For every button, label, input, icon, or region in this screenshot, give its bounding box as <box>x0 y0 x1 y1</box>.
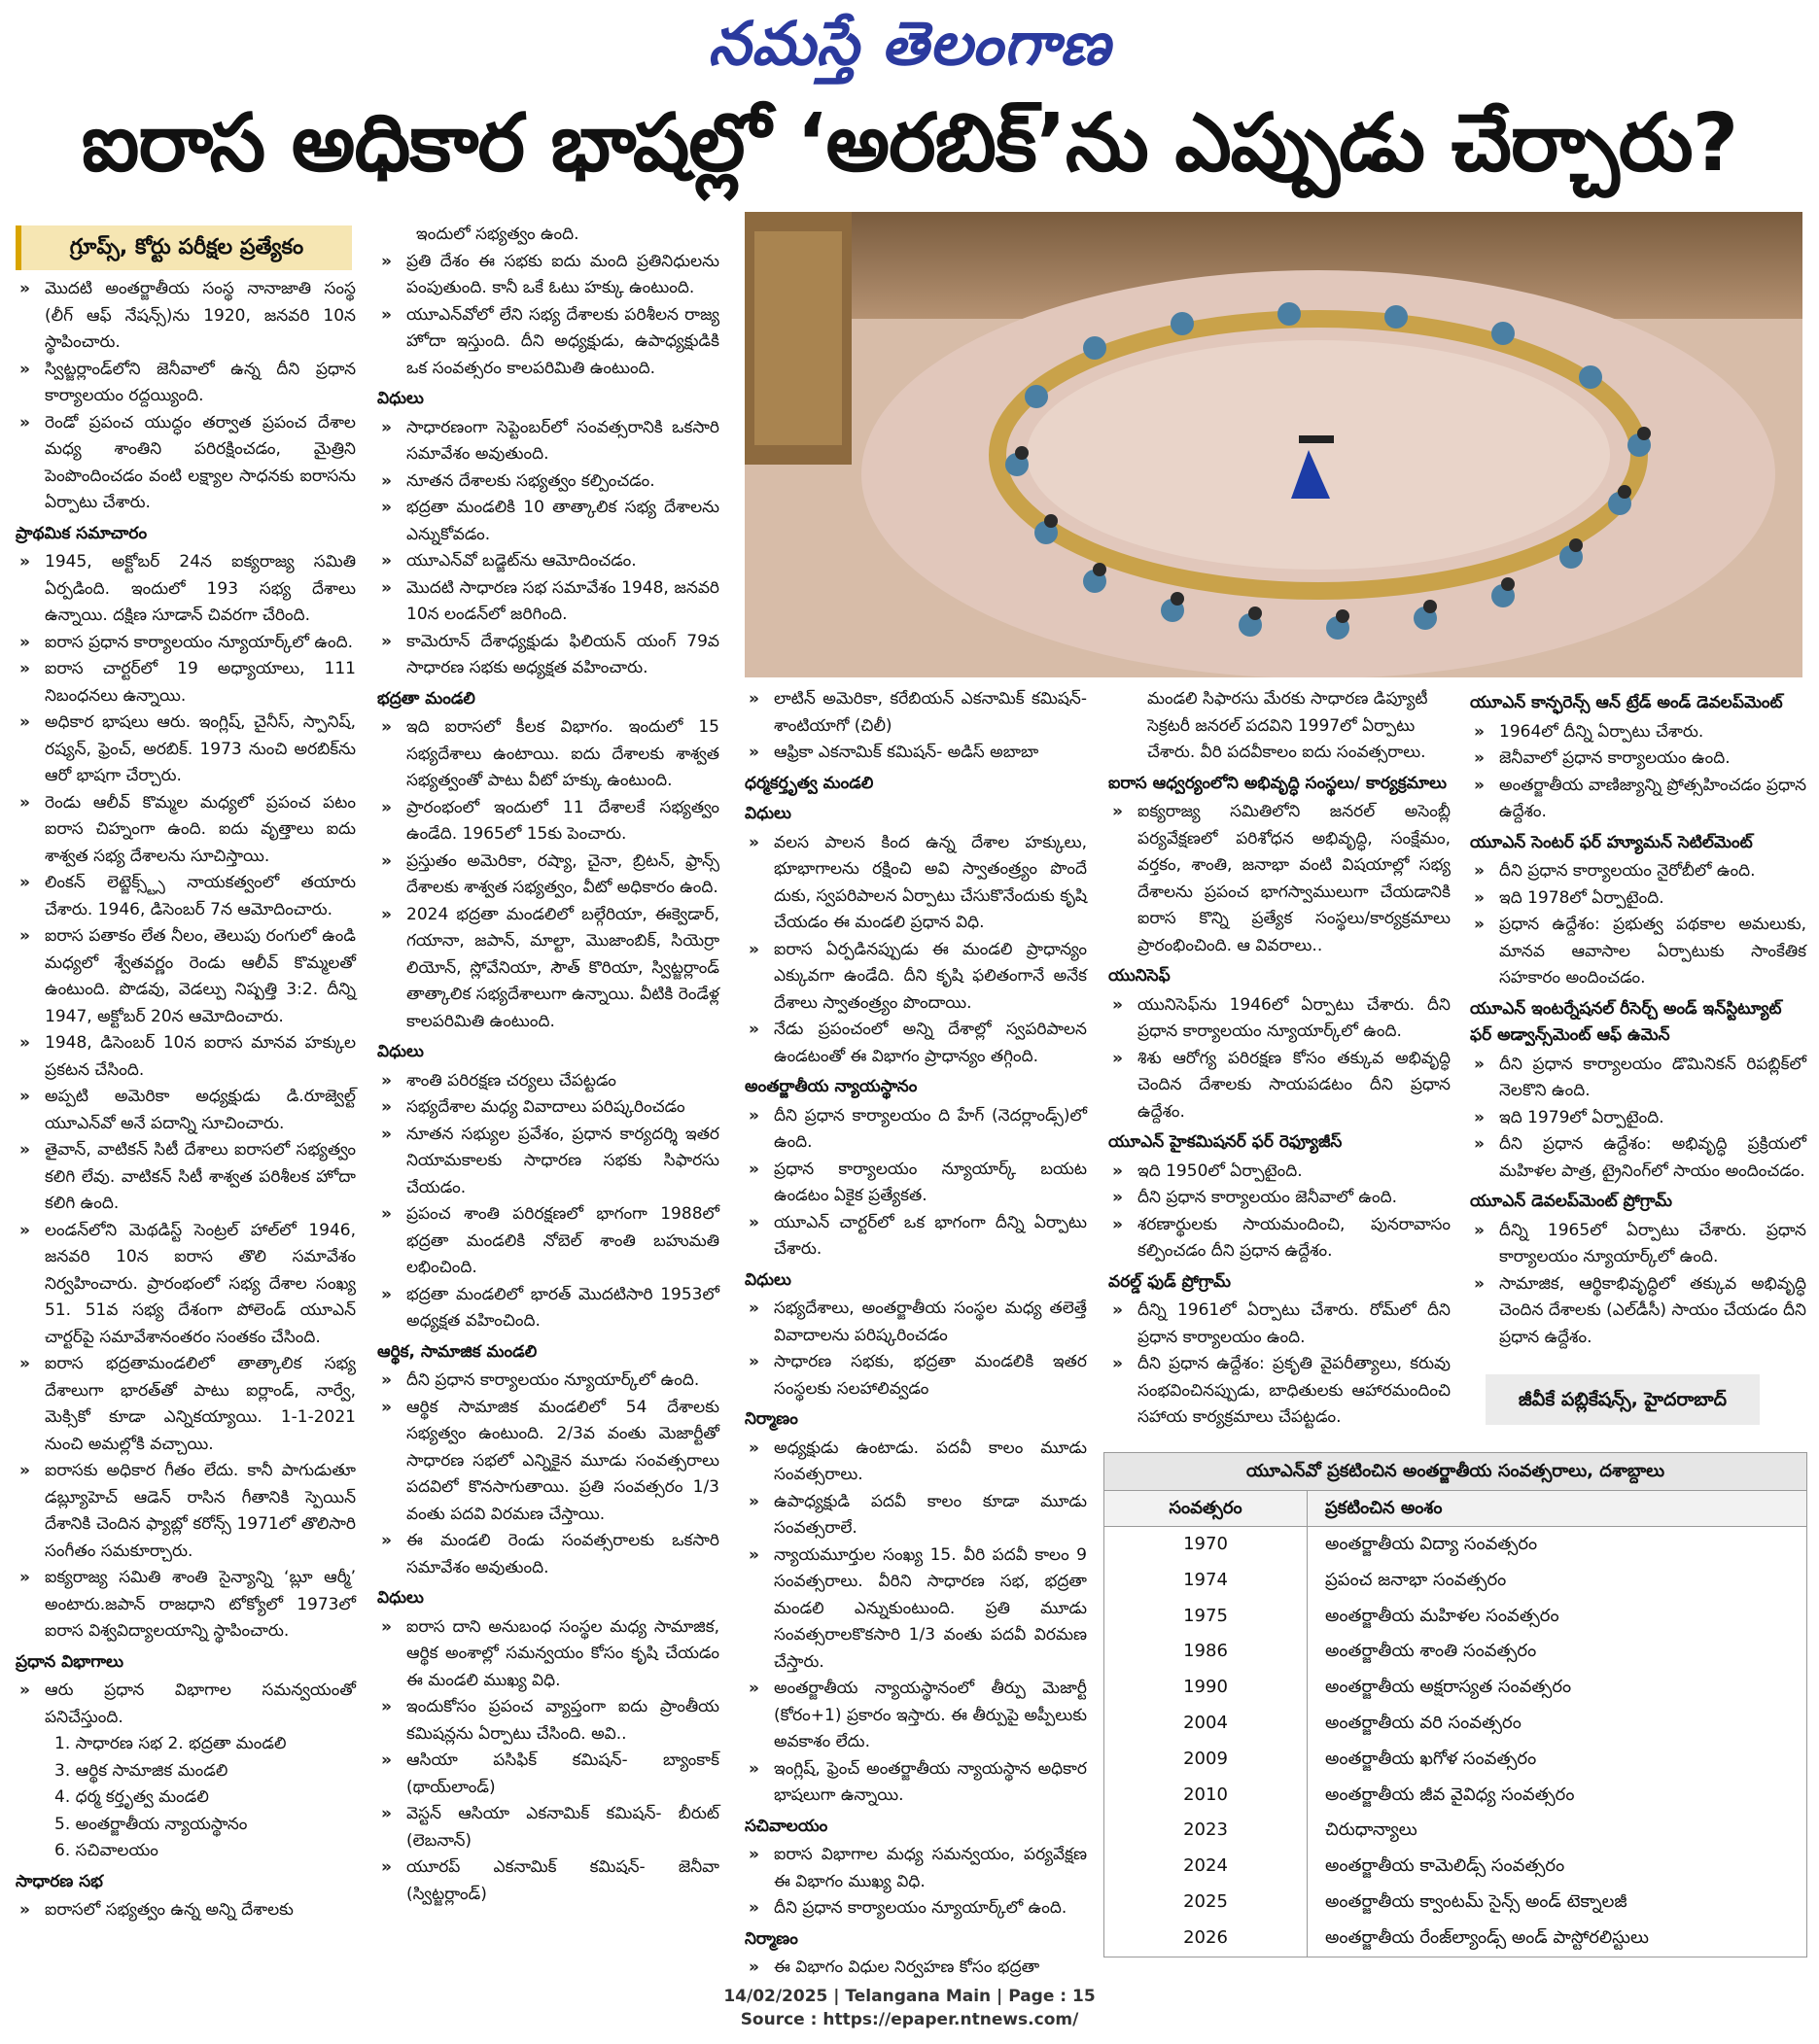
bullet-item: » 1945, అక్టోబర్ 24న ఐక్యరాజ్య సమితి ఏర్పడింది. ఇందులో 193 సభ్య దేశాలు ఉన్నాయి. దక్షిణ సూడాన్ చివరగా చేరింది. <box>16 549 356 630</box>
bullet-item: » అంతర్జాతీయ వాణిజ్యాన్ని ప్రోత్సహించడం ప్రధాన ఉద్దేశం. <box>1470 773 1806 826</box>
year-cell: 2004 <box>1104 1706 1308 1742</box>
bullet-item: » దీని ప్రధాన కార్యాలయం నైరోబీలో ఉంది. <box>1470 858 1806 885</box>
section-heading: యూఎన్ డెవలప్‌మెంట్ ప్రోగ్రామ్ <box>1470 1192 1672 1211</box>
bullet-item: » లాటిన్ అమెరికా, కరేబియన్ ఎకనామిక్ కమిషన్- శాంటియాగో (చిలీ) <box>745 686 1087 740</box>
bullet-item: » ఇంగ్లిష్, ఫ్రెంచ్ అంతర్జాతీయ న్యాయస్థాన అధికార భాషలుగా ఉన్నాయి. <box>745 1756 1087 1810</box>
section-heading: విధులు <box>745 804 791 823</box>
section-heading: యునిసెఫ్ <box>1108 966 1171 986</box>
section-heading: భద్రతా మండలి <box>377 688 475 709</box>
bullet-item: » ఐక్యరాజ్య సమితిలోని జనరల్ అసెంబ్లీ పర్యవేక్షణలో పరిశోధన అభివృద్ధి, సంక్షేమం, వర్తకం, శాంతి, జనాభా వంటి విషయాల్లో సభ్య దేశాలను ప్రపంచ భాగస్వాములుగా చేయడానికి ఐరాస కొన్ని ప్రత్యేక సంస్థలు/కార్యక్రమాలు ప్రారంభించింది. ఆ వివరాలు.. <box>1108 799 1451 959</box>
theme-cell: అంతర్జాతీయ జీవ వైవిధ్య సంవత్సరం <box>1325 1784 1575 1805</box>
section-heading: విధులు <box>377 1588 424 1608</box>
bullet-item: » మొదటి అంతర్జాతీయ సంస్థ నానాజాతి సంస్థ (లీగ్ ఆఫ్ నేషన్స్)ను 1920, జనవరి 10న స్థాపించారు. <box>16 276 356 357</box>
bullet-item: » భద్రతా మండలిలో భారత్ మొదటిసారి 1953లో అధ్యక్షత వహించింది. <box>377 1282 719 1335</box>
bullet-item: » ఆసియా పసిఫిక్ కమిషన్- బ్యాంకాక్ (థాయ్‌లాండ్) <box>377 1748 719 1801</box>
bullet-item: » న్యాయమూర్తుల సంఖ్య 15. వీరి పదవీ కాలం 9 సంవత్సరాలు. వీరిని సాధారణ సభ, భద్రతా మండలి ఎన్నుకుంటుంది. ప్రతి మూడు సంవత్సరాలకొకసారి 1/3 వంతు పదవీ విరమణ చేస్తారు. <box>745 1542 1087 1677</box>
bullet-item: » కామెరూన్ దేశాధ్యక్షుడు ఫిలియన్ యంగ్ 79వ సాధారణ సభకు అధ్యక్షత వహించారు. <box>377 629 719 682</box>
section-heading: ఐరాస ఆధ్వర్యంలోని అభివృద్ధి సంస్థలు/ కార్యక్రమాలు <box>1108 773 1448 793</box>
bullet-item: » ఐరాసకు అధికార గీతం లేదు. కానీ పాగుడుతూ డబ్ల్యూహెచ్ ఆడెన్ రాసిన గీతానికి స్పెయిన్ దేశానికి చెందిన ఫ్యాబ్లో కరోన్స్ 1971లో తొలిసారి సంగీతం సమకూర్చారు. <box>16 1458 356 1565</box>
bullet-item: » తైవాన్, వాటికన్ సిటీ దేశాలు ఐరాసలో సభ్యత్వం కలిగి లేవు. వాటికన్ సిటీ శాశ్వత పరిశీలక హోదా కలిగి ఉంది. <box>16 1137 356 1218</box>
footer-source: Source : https://epaper.ntnews.com/ <box>740 2010 1079 2029</box>
section-heading: సాధారణ సభ <box>16 1871 103 1891</box>
bullet-item: » దీని ప్రధాన కార్యాలయం డొమినికన్ రిపబ్లిక్‌లో నెలకొని ఉంది. <box>1470 1052 1806 1105</box>
table-row <box>1104 1778 1806 1814</box>
theme-cell: అంతర్జాతీయ ఖగోళ సంవత్సరం <box>1325 1748 1537 1769</box>
text-line: మండలి సిఫారసు మేరకు సాధారణ డిప్యూటీ సెక్రటరీ జనరల్ పదవిని 1997లో ఏర్పాటు చేశారు. వీరి పదవీకాలం ఐదు సంవత్సరాలు. <box>1147 689 1428 762</box>
theme-cell: అంతర్జాతీయ మహిళల సంవత్సరం <box>1325 1605 1559 1626</box>
section-heading: యూఎన్ ఇంటర్నేషనల్ రీసెర్చ్ అండ్ ఇన్‌స్టిట్యూట్ ఫర్ అడ్వాన్స్‌మెంట్ ఆఫ్ ఉమెన్ <box>1470 998 1782 1045</box>
text-line: 3. ఆర్థిక సామాజిక మండలి <box>54 1760 228 1781</box>
section-heading: విధులు <box>745 1269 791 1290</box>
bullet-item: » వెస్టన్ ఆసియా ఎకనామిక్ కమిషన్- బీరుట్ (లెబనాన్) <box>377 1801 719 1854</box>
bullet-item: » యూఎన్ చార్టర్‌లో ఒక భాగంగా దీన్ని ఏర్పాటు చేశారు. <box>745 1210 1087 1264</box>
year-cell: 1986 <box>1104 1634 1308 1670</box>
bullet-item: » ఐరాస ఏర్పడినప్పుడు ఈ మండలి ప్రాధాన్యం ఎక్కువగా ఉండేది. దీని కృషి ఫలితంగానే అనేక దేశాలు స్వాతంత్ర్యం పొందాయి. <box>745 937 1087 1018</box>
section-heading: వరల్డ్ ఫుడ్ ప్రోగ్రామ్ <box>1108 1271 1231 1292</box>
header-theme: ప్రకటించిన అంశం <box>1325 1498 1443 1518</box>
bullet-item: » సాధారణ సభకు, భద్రతా మండలికి ఇతర సంస్థలకు సలహాలివ్వడం <box>745 1349 1087 1403</box>
table-row <box>1104 1706 1806 1742</box>
theme-cell: అంతర్జాతీయ కామెలిడ్స్ సంవత్సరం <box>1325 1855 1565 1877</box>
bullet-item: » ఐరాస విభాగాల మధ్య సమన్వయం, పర్యవేక్షణ ఈ విభాగం ముఖ్య విధి. <box>745 1842 1087 1895</box>
bullet-item: » ప్రధాన ఉద్దేశం: ప్రభుత్వ పథకాల అమలుకు, మానవ ఆవాసాల ఏర్పాటుకు సాంకేతిక సహకారం అందించడం. <box>1470 912 1806 992</box>
bullet-item: » దీన్ని 1961లో ఏర్పాటు చేశారు. రోమ్‌లో దీని ప్రధాన కార్యాలయం ఉంది. <box>1108 1298 1451 1351</box>
header-year: సంవత్సరం <box>1104 1491 1308 1526</box>
year-cell: 2023 <box>1104 1813 1308 1849</box>
table-row <box>1104 1849 1806 1885</box>
bullet-item: » ఇది ఐరాసలో కీలక విభాగం. ఇందులో 15 సభ్యదేశాలు ఉంటాయి. ఐదు దేశాలకు శాశ్వత సభ్యత్వంతో పాటు వీటో హక్కు ఉంటుంది. <box>377 714 719 795</box>
bullet-item: » ఐరాస పతాకం లేత నీలం, తెలుపు రంగులో ఉండి మధ్యలో శ్వేతవర్ణం రెండు ఆలీవ్ కొమ్మలతో ఉంటుంది. పొడవు, వెడల్పు నిష్పత్తి 3:2. దీన్ని 1947, అక్టోబర్ 20న ఆమోదించారు. <box>16 923 356 1030</box>
section-heading: నిర్మాణం <box>745 1928 798 1949</box>
section-heading: సచివాలయం <box>745 1816 828 1836</box>
table-row <box>1104 1670 1806 1706</box>
bullet-item: » నూతన సభ్యుల ప్రవేశం, ప్రధాన కార్యదర్శి ఇతర నియామకాలకు సాధారణ సభకు సిఫారసు చేయడం. <box>377 1122 719 1202</box>
column-2 <box>377 222 719 1908</box>
year-cell: 1975 <box>1104 1599 1308 1635</box>
table-row <box>1104 1599 1806 1635</box>
bullet-item: » అప్పటి అమెరికా అధ్యక్షుడు డి.రూజ్వెల్ట్ యూఎన్‌వో అనే పదాన్ని సూచించారు. <box>16 1084 356 1137</box>
section-heading: ప్రధాన విభాగాలు <box>16 1651 123 1672</box>
section-heading: ఆర్థిక, సామాజిక మండలి <box>377 1341 538 1362</box>
bullet-item: » ఐరాస దాని అనుబంధ సంస్థల మధ్య సామాజిక, ఆర్థిక అంశాల్లో సమన్వయం కోసం కృషి చేయడం ఈ మండలి ముఖ్య విధి. <box>377 1614 719 1695</box>
bullet-item: » దీని ప్రధాన కార్యాలయం ది హేగ్ (నెదర్లాండ్స్)లో ఉంది. <box>745 1103 1087 1157</box>
table-row <box>1104 1563 1806 1599</box>
bullet-item: » ఉపాధ్యక్షుడి పదవీ కాలం కూడా మూడు సంవత్సరాలే. <box>745 1489 1087 1542</box>
theme-cell: అంతర్జాతీయ శాంతి సంవత్సరం <box>1325 1641 1537 1662</box>
year-cell: 1970 <box>1104 1527 1308 1563</box>
bullet-item: » సాధారణంగా సెప్టెంబర్‌లో సంవత్సరానికి ఒకసారి సమావేశం అవుతుంది. <box>377 415 719 468</box>
bullet-item: » 1948, డిసెంబర్ 10న ఐరాస మానవ హక్కుల ప్రకటన చేసింది. <box>16 1030 356 1084</box>
theme-cell: చిరుధాన్యాలు <box>1325 1819 1417 1841</box>
column-1 <box>16 276 356 1924</box>
bullet-item: » నేడు ప్రపంచంలో అన్ని దేశాల్లో స్వపరిపాలన ఉండటంతో ఈ విభాగం ప్రాధాన్యం తగ్గింది. <box>745 1017 1087 1070</box>
bullet-item: » ఐక్యరాజ్య సమితి శాంతి సైన్యాన్ని ‘బ్లూ ఆర్మీ’ అంటారు.జపాన్ రాజధాని టోక్యోలో 1973లో ఐరాస విశ్వవిద్యాలయాన్ని స్థాపించారు. <box>16 1565 356 1646</box>
bullet-item: » ఇది 1978లో ఏర్పాటైంది. <box>1470 885 1806 913</box>
bullet-item: » ఈ మండలి రెండు సంవత్సరాలకు ఒకసారి సమావేశం అవుతుంది. <box>377 1528 719 1581</box>
section-heading: యూఎన్ హైకమిషనర్ ఫర్ రెఫ్యూజీస్ <box>1108 1132 1343 1152</box>
bullet-item: » అంతర్జాతీయ న్యాయస్థానంలో తీర్పు మెజార్టీ (కోరం+1) ప్రకారం ఇస్తారు. ఈ తీర్పుపై అప్పీలుకు అవకాశం లేదు. <box>745 1676 1087 1756</box>
bullet-item: » దీని ప్రధాన కార్యాలయం న్యూయార్క్‌లో ఉంది. <box>745 1895 1087 1923</box>
bullet-item: » మొదటి సాధారణ సభ సమావేశం 1948, జనవరి 10న లండన్‌లో జరిగింది. <box>377 575 719 629</box>
year-cell: 1974 <box>1104 1563 1308 1599</box>
bullet-item: » శిశు ఆరోగ్య పరిరక్షణ కోసం తక్కువ అభివృద్ధి చెందిన దేశాలకు సాయపడటం దీని ప్రధాన ఉద్దేశం. <box>1108 1046 1451 1126</box>
theme-cell: ప్రపంచ జనాభా సంవత్సరం <box>1325 1569 1507 1590</box>
section-heading: నిర్మాణం <box>745 1409 798 1429</box>
bullet-item: » సామాజిక, ఆర్థికాభివృద్ధిలో తక్కువ అభివృద్ధి చెందిన దేశాలకు (ఎల్‌డీసీ) సాయం చేయడం దీని ప్రధాన ఉద్దేశం. <box>1470 1271 1806 1352</box>
bullet-item: » 2024 భద్రతా మండలిలో బల్గేరియా, ఈక్వెడార్, గయానా, జపాన్, మాల్టా, మొజాంబిక్, సియెర్రా లియోన్, స్లోవేనియా, సౌత్ కొరియా, స్విట్జర్లాండ్ తాత్కాలిక సభ్యదేశాలుగా ఉన్నాయి. వీటికి రెండేళ్ల కాలపరిమితి ఉంటుంది. <box>377 902 719 1036</box>
table-row <box>1104 1742 1806 1778</box>
headline: ఐరాస అధికార భాషల్లో ‘అరబిక్’ను ఎప్పుడు చేర్చారు? <box>81 97 1738 190</box>
bullet-item: » ప్రపంచ శాంతి పరిరక్షణలో భాగంగా 1988లో భద్రతా మండలికి నోబెల్ శాంతి బహుమతి లభించింది. <box>377 1201 719 1282</box>
section-heading: యూఎన్ కాన్ఫరెన్స్ ఆన్ ట్రేడ్ అండ్ డెవలప్‌మెంట్ <box>1470 693 1783 712</box>
section-heading: ప్రాథమిక సమాచారం <box>16 523 148 543</box>
column-5 <box>1470 686 1806 1351</box>
publisher-credit: జీవీకే పబ్లికేషన్స్, హైదరాబాద్ <box>1486 1374 1760 1425</box>
bullet-item: » రెండో ప్రపంచ యుద్ధం తర్వాత ప్రపంచ దేశాల మధ్య శాంతిని పరిరక్షించడం, మైత్రిని పెంపొందించడం వంటి లక్ష్యాల సాధనకు ఐరాసను ఏర్పాటు చేశారు. <box>16 410 356 517</box>
text-line: 6. సచివాలయం <box>54 1841 158 1860</box>
bullet-item: » నూతన దేశాలకు సభ్యత్వం కల్పించడం. <box>377 468 719 496</box>
bullet-item: » ఐరాసలో సభ్యత్వం ఉన్న అన్ని దేశాలకు <box>16 1897 356 1924</box>
bullet-item: » దీని ప్రధాన కార్యాలయం న్యూయార్క్‌లో ఉంది. <box>377 1368 719 1395</box>
bullet-item: » ఆఫ్రికా ఎకనామిక్ కమిషన్- అడిస్ అబాబా <box>745 740 1087 767</box>
bullet-item: » ఇది 1950లో ఏర్పాటైంది. <box>1108 1159 1451 1186</box>
bullet-item: » లింకన్ లెట్జెక్స్ట్స్ నాయకత్వంలో తయారు చేశారు. 1946, డిసెంబర్ 7న ఆమోదించారు. <box>16 870 356 923</box>
text-line: 5. అంతర్జాతీయ న్యాయస్థానం <box>54 1814 248 1834</box>
table-row <box>1104 1921 1806 1957</box>
section-heading: అంతర్జాతీయ న్యాయస్థానం <box>745 1077 918 1096</box>
table-row <box>1104 1885 1806 1921</box>
masthead: నమస్తే తెలంగాణ <box>708 8 1111 79</box>
table-row <box>1104 1527 1806 1563</box>
bullet-item: » వలస పాలన కింద ఉన్న దేశాల హక్కులు, భూభాగాలను రక్షించి అవి స్వాతంత్ర్యం పొందే దుకు, స్వపరిపాలన ఏర్పాటు చేసుకొనేందుకు కృషి చేయడం ఈ మండలి ప్రధాన విధి. <box>745 830 1087 937</box>
bullet-item: » యూరప్ ఎకనామిక్ కమిషన్- జెనీవా (స్విట్జర్లాండ్) <box>377 1854 719 1908</box>
bullet-item: » ప్రధాన కార్యాలయం న్యూయార్క్ బయట ఉండటం ఏకైక ప్రత్యేకత. <box>745 1157 1087 1210</box>
bullet-item: » ఆర్థిక సామాజిక మండలిలో 54 దేశాలకు సభ్యత్వం ఉంటుంది. 2/3వ వంతు మెజార్టీతో సాధారణ సభలో ఎన్నికైన మూడు సంవత్సరాలు పదవిలో కొనసాగుతాయి. ప్రతి సంవత్సరం 1/3 వంతు పదవి విరమణ చేస్తాయి. <box>377 1395 719 1529</box>
bullet-item: » లండన్‌లోని మెథడిస్ట్ సెంట్రల్ హాల్‌లో 1946, జనవరి 10న ఐరాస తొలి సమావేశం నిర్వహించారు. ప్రారంభంలో సభ్య దేశాల సంఖ్య 51. 51వ సభ్య దేశంగా పోలెండ్ యూఎన్ చార్టర్‌పై సమావేశానంతరం సంతకం చేసింది. <box>16 1218 356 1352</box>
bullet-item: » యూఎన్‌వో బడ్జెట్‌ను ఆమోదించడం. <box>377 548 719 575</box>
bullet-item: » యునిసెఫ్‌ను 1946లో ఏర్పాటు చేశారు. దీని ప్రధాన కార్యాలయం న్యూయార్క్‌లో ఉంది. <box>1108 992 1451 1046</box>
bullet-item: » ఇది 1979లో ఏర్పాటైంది. <box>1470 1105 1806 1132</box>
security-council-photo <box>745 212 1802 677</box>
bullet-item: » అధికార భాషలు ఆరు. ఇంగ్లిష్, చైనీస్, స్పానిష్, రష్యన్, ఫ్రెంచ్, అరబిక్. 1973 నుంచి అరబిక్‌ను ఆరో భాషగా చేర్చారు. <box>16 710 356 790</box>
bullet-item: » దీని ప్రధాన ఉద్దేశం: అభివృద్ధి ప్రక్రియలో మహిళల పాత్ర, ట్రైనింగ్‌లో సాయం అందించడం. <box>1470 1131 1806 1185</box>
bullet-item: » ఇందుకోసం ప్రపంచ వ్యాప్తంగా ఐదు ప్రాంతీయ కమిషన్లను ఏర్పాటు చేసింది. అవి.. <box>377 1694 719 1748</box>
table-row <box>1104 1813 1806 1849</box>
bullet-item: » రెండు ఆలీవ్ కొమ్మల మధ్యలో ప్రపంచ పటం ఐరాస చిహ్నంగా ఉంది. ఐదు వృత్తాలు ఐదు శాశ్వత సభ్య దేశాలను సూచిస్తాయి. <box>16 790 356 871</box>
text-line: 4. ధర్మ కర్తృత్వ మండలి <box>54 1787 209 1807</box>
bullet-item: » జెనీవాలో ప్రధాన కార్యాలయం ఉంది. <box>1470 745 1806 773</box>
bullet-item: » శాంతి పరిరక్షణ చర్యలు చేపట్టడం <box>377 1068 719 1095</box>
international-years-table <box>1103 1452 1807 1957</box>
bullet-item: » 1964లో దీన్ని ఏర్పాటు చేశారు. <box>1470 719 1806 746</box>
section-heading: విధులు <box>377 1042 424 1061</box>
bullet-item: » ఐరాస ప్రధాన కార్యాలయం న్యూయార్క్‌లో ఉంది. <box>16 630 356 657</box>
bullet-item: » ప్రతి దేశం ఈ సభకు ఐదు మంది ప్రతినిధులను పంపుతుంది. కానీ ఒకే ఓటు హక్కు ఉంటుంది. <box>377 249 719 302</box>
council-chamber-illustration <box>745 212 1802 677</box>
bullet-item: » ప్రారంభంలో ఇందులో 11 దేశాలకే సభ్యత్వం ఉండేది. 1965లో 15కు పెంచారు. <box>377 795 719 849</box>
section-tag: గ్రూప్స్, కోర్టు పరీక్షల ప్రత్యేకం <box>16 225 352 270</box>
text-line: ఇందులో సభ్యత్వం ఉంది. <box>416 225 579 244</box>
bullet-item: » సభ్యదేశాలు, అంతర్జాతీయ సంస్థల మధ్య తలెత్తే వివాదాలను పరిష్కరించడం <box>745 1296 1087 1349</box>
theme-cell: అంతర్జాతీయ అక్షరాస్యత సంవత్సరం <box>1325 1677 1572 1698</box>
theme-cell: అంతర్జాతీయ వరి సంవత్సరం <box>1325 1712 1522 1733</box>
bullet-item: » దీని ప్రధాన కార్యాలయం జెనీవాలో ఉంది. <box>1108 1185 1451 1212</box>
theme-cell: అంతర్జాతీయ క్వాంటమ్ సైన్స్ అండ్ టెక్నాలజీ <box>1325 1890 1627 1912</box>
bullet-item: » ఆరు ప్రధాన విభాగాల సమన్వయంతో పనిచేస్తుంది. <box>16 1678 356 1731</box>
bullet-item: » ఈ విభాగం విధుల నిర్వహణ కోసం భద్రతా <box>745 1955 1087 1982</box>
year-cell: 1990 <box>1104 1670 1308 1706</box>
bullet-item: » ఐరాస చార్టర్‌లో 19 అధ్యాయాలు, 111 నిబంధనలు ఉన్నాయి. <box>16 656 356 710</box>
bullet-item: » శరణార్థులకు సాయమందించి, పునరావాసం కల్పించడం దీని ప్రధాన ఉద్దేశం. <box>1108 1212 1451 1265</box>
year-cell: 2010 <box>1104 1778 1308 1814</box>
table-row <box>1104 1634 1806 1670</box>
section-heading: యూఎన్ సెంటర్ ఫర్ హ్యూమన్ సెటిల్‌మెంట్ <box>1470 832 1753 852</box>
bullet-item: » దీని ప్రధాన ఉద్దేశం: ప్రకృతి వైపరీత్యాలు, కరువు సంభవించినప్పుడు, బాధితులకు ఆహారమందించి సహాయ కార్యక్రమాలు చేపట్టడం. <box>1108 1351 1451 1432</box>
table-header <box>1104 1491 1806 1527</box>
table-caption: యూఎన్‌వో ప్రకటించిన అంతర్జాతీయ సంవత్సరాలు, దశాబ్దాలు <box>1104 1453 1806 1491</box>
year-cell: 2025 <box>1104 1885 1308 1921</box>
section-heading: ధర్మకర్తృత్వ మండలి <box>745 773 874 793</box>
column-3 <box>745 686 1087 1982</box>
text-line: 1. సాధారణ సభ 2. భద్రతా మండలి <box>54 1734 287 1753</box>
bullet-item: » స్విట్జర్లాండ్‌లోని జెనీవాలో ఉన్న దీని ప్రధాన కార్యాలయం రద్దయ్యింది. <box>16 357 356 410</box>
bullet-item: » ఐరాస భద్రతామండలిలో తాత్కాలిక సభ్య దేశాలుగా భారత్‌తో పాటు ఐర్లాండ్, నార్వే, మెక్సికో కూడా ఎన్నికయ్యాయి. 1-1-2021 నుంచి అమల్లోకి వచ్చాయి. <box>16 1351 356 1458</box>
year-cell: 2024 <box>1104 1849 1308 1885</box>
bullet-item: » దీన్ని 1965లో ఏర్పాటు చేశారు. ప్రధాన కార్యాలయం న్యూయార్క్‌లో ఉంది. <box>1470 1218 1806 1271</box>
bullet-item: » యూఎన్‌వోలో లేని సభ్య దేశాలకు పరిశీలన రాజ్య హోదా ఇస్తుంది. దీని అధ్యక్షుడు, ఉపాధ్యక్షుడికి ఒక సంవత్సరం కాలపరిమితి ఉంటుంది. <box>377 302 719 383</box>
theme-cell: అంతర్జాతీయ విద్యా సంవత్సరం <box>1325 1534 1538 1554</box>
bullet-item: » సభ్యదేశాల మధ్య వివాదాలు పరిష్కరించడం <box>377 1094 719 1122</box>
year-cell: 2009 <box>1104 1742 1308 1778</box>
year-cell: 2026 <box>1104 1921 1308 1957</box>
column-4 <box>1108 686 1451 1432</box>
bullet-item: » అధ్యక్షుడు ఉంటాడు. పదవీ కాలం మూడు సంవత్సరాలు. <box>745 1436 1087 1489</box>
bullet-item: » భద్రతా మండలికి 10 తాత్కాలిక సభ్య దేశాలను ఎన్నుకోవడం. <box>377 495 719 548</box>
footer-date: 14/02/2025 | Telangana Main | Page : 15 <box>723 1987 1096 2006</box>
section-heading: విధులు <box>377 389 424 408</box>
bullet-item: » ప్రస్తుతం అమెరికా, రష్యా, చైనా, బ్రిటన్, ఫ్రాన్స్ దేశాలకు శాశ్వత సభ్యత్వం, వీటో అధికారం ఉంది. <box>377 849 719 902</box>
theme-cell: అంతర్జాతీయ రేంజ్‌ల్యాండ్స్ అండ్ పాస్టోరలిస్టులు <box>1325 1926 1650 1948</box>
